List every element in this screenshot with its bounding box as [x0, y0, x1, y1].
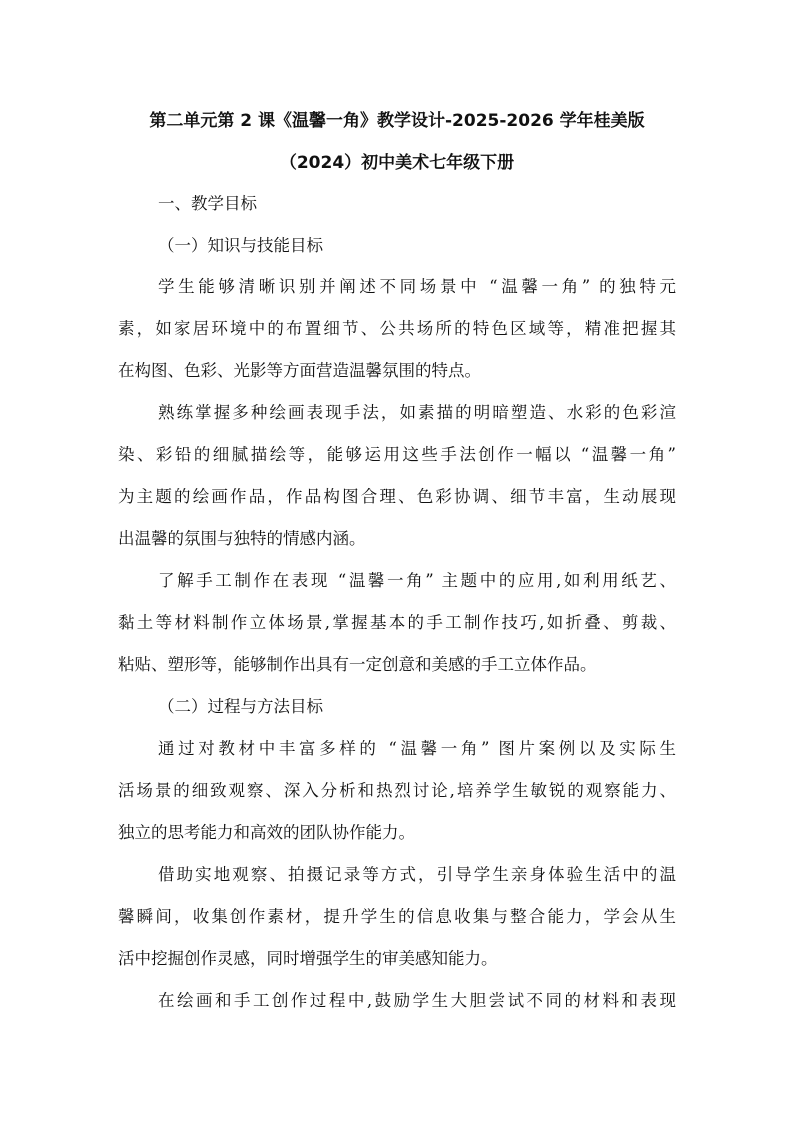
paragraph-line: 为主题的绘画作品，作品构图合理、色彩协调、细节丰富，生动展现 [118, 487, 676, 506]
paragraph-line: 熟练掌握多种绘画表现手法，如素描的明暗塑造、水彩的色彩渲 [158, 403, 676, 422]
subsection-heading-process-methods: （二）过程与方法目标 [158, 697, 323, 716]
paragraph-line: 学生能够清晰识别并阐述不同场景中 “温馨一角” 的独特元 [158, 277, 676, 296]
paragraph-line: 在构图、色彩、光影等方面营造温馨氛围的特点。 [118, 361, 481, 380]
section-heading-teaching-goals: 一、教学目标 [158, 194, 257, 213]
paragraph-line: 活中挖掘创作灵感，同时增强学生的审美感知能力。 [118, 949, 498, 968]
paragraph-line: 素，如家居环境中的布置细节、公共场所的特色区域等，精准把握其 [118, 319, 676, 338]
paragraph-line: 黏土等材料制作立体场景,掌握基本的手工制作技巧,如折叠、剪裁、 [118, 613, 676, 632]
paragraph-line: 了解手工制作在表现 “温馨一角” 主题中的应用,如利用纸艺、 [158, 571, 676, 590]
paragraph-line: 染、彩铅的细腻描绘等，能够运用这些手法创作一幅以 “温馨一角” [118, 445, 676, 464]
document-title-line-2: （2024）初中美术七年级下册 [279, 153, 515, 173]
document-title-line-1: 第二单元第 2 课《温馨一角》教学设计-2025-2026 学年桂美版 [149, 111, 645, 131]
paragraph-line: 出温馨的氛围与独特的情感内涵。 [118, 529, 366, 548]
paragraph-line: 通过对教材中丰富多样的 “温馨一角” 图片案例以及实际生 [158, 739, 676, 758]
paragraph-line: 馨瞬间，收集创作素材，提升学生的信息收集与整合能力，学会从生 [118, 907, 676, 926]
paragraph-line: 独立的思考能力和高效的团队协作能力。 [118, 823, 415, 842]
paragraph-line: 借助实地观察、拍摄记录等方式，引导学生亲身体验生活中的温 [158, 865, 676, 884]
paragraph-line: 活场景的细致观察、深入分析和热烈讨论,培养学生敏锐的观察能力、 [118, 781, 676, 800]
subsection-heading-knowledge-skills: （一）知识与技能目标 [158, 236, 323, 255]
paragraph-line: 粘贴、塑形等，能够制作出具有一定创意和美感的手工立体作品。 [118, 655, 597, 674]
paragraph-line: 在绘画和手工创作过程中,鼓励学生大胆尝试不同的材料和表现 [158, 991, 676, 1010]
